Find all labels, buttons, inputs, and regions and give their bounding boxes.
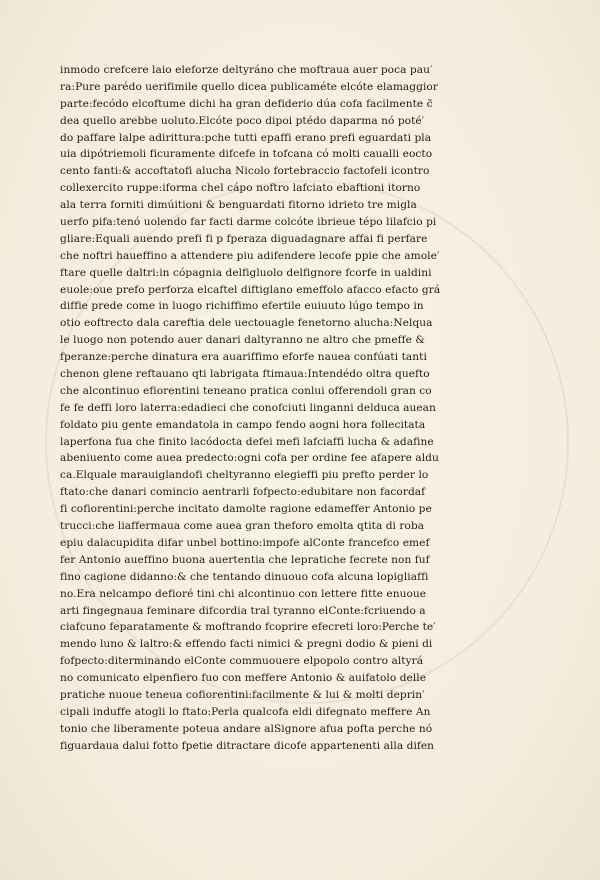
text-line: uerfo pifa:tenó uolendo far facti darme colcóte ibrieue tépo lilafcio pi — [60, 216, 437, 229]
text-line: ciafcuno feparatamente & moftrando fcoprire efecreti loro:Perche te′ — [60, 621, 436, 634]
text-line: arti fingegnaua feminare difcordia tral tyranno elConte:fcriuendo a — [60, 604, 426, 617]
text-line: ala terra forniti dimúitioni & benguardati fitorno idrieto tre migla — [60, 199, 417, 212]
text-line: fperanze:perche dinatura era auariffimo eforfe nauea confúati tanti — [60, 351, 427, 364]
text-line: mendo luno & laltro:& effendo facti nimici & pregni dodio & pieni di — [60, 638, 433, 651]
text-line: pratiche nuoue teneua cofiorentini:facilmente & lui & molti deprin′ — [60, 688, 425, 701]
text-line: le luogo non potendo auer danari daltyranno ne altro che pmeffe & — [60, 334, 425, 347]
text-line: che alcontinuo efiorentini teneano pratica conlui offerendoli gran co — [60, 384, 432, 397]
text-line: uia dipótriemoli ficuramente difcefe in tofcana có molti caualli eocto — [60, 148, 433, 161]
text-line: ftare quelle daltri:in cópagnia delfigluolo delfignore fcorfe in ualdini — [60, 266, 432, 279]
text-line: figuardaua dalui fotto fpetie ditractare dicofe appartenenti alla difen — [60, 739, 435, 752]
text-line: fer Antonio aueffino buona auertentia che lepratiche fecrete non fuf — [60, 553, 430, 566]
text-line: fofpecto:diterminando elConte commuouere elpopolo contro altyrá — [60, 655, 424, 668]
text-line: laperfona fua che finito lacódocta defei mefi lafciaffi lucha & adafine — [60, 435, 434, 448]
text-line: ra:Pure parédo uerifimile quello dicea publicaméte elcóte elamaggior — [60, 80, 438, 93]
text-line: chenon glene reftauano qti labrigata ftimaua:Intendédo oltra quefto — [60, 368, 430, 381]
text-line: foldato piu gente emandatola in campo fendo aogni hora follecitata — [60, 418, 426, 431]
text-line: euole:oue prefo perforza elcaftel diftiglano emeffolo afacco efacto grá — [60, 283, 441, 296]
text-line: otio eoftrecto dala careftia dele uectouagle fenetorno alucha:Nelqua — [60, 317, 433, 330]
text-line: cipali induffe atogli lo ftato:Perla qualcofa eldi difegnato meffere An — [60, 705, 431, 718]
text-line: inmodo crefcere laio eleforze deltyráno che moftraua auer poca pau′ — [60, 64, 433, 76]
text-line: parte:fecódo elcoftume dichi ha gran defiderio dúa cofa facilmente c̃ — [60, 97, 433, 110]
text-line: gliare:Equali auendo prefi fi p fperaza diguadagnare affai fi perfare — [60, 232, 428, 245]
text-line: tonio che liberamente poteua andare alSignore afua pofta perche nó — [60, 722, 433, 735]
text-line: che noftri haueffino a attendere piu adifendere lecofe ppie che amole′ — [60, 249, 440, 262]
incunable-text-block — [60, 62, 450, 755]
text-line: trucci:che liaffermaua come auea gran theforo emolta qtita di roba — [60, 520, 425, 533]
text-line: dea quello arebbe uoluto.Elcóte poco dipoi ptédo daparma nó poté′ — [60, 114, 425, 127]
text-line: abeniuento come auea predecto:ogni cofa per ordine fee afapere aldu — [60, 452, 439, 465]
text-line: diffie prede come in luogo richiffimo efertile euiuuto lúgo tempo in — [60, 300, 424, 313]
text-line: fe fe deffi loro laterra:edadieci che conofciuti linganni delduca auean — [60, 401, 436, 414]
text-line: do paffare lalpe adirittura:pche tutti epaffi erano prefi eguardati pla — [60, 131, 432, 144]
text-line: epiu dalacupidita difar unbel bottino:impofe alConte francefco emef — [60, 536, 430, 549]
text-line: ca.Elquale marauiglandofi cheltyranno elegieffi piu prefto perder lo — [60, 469, 429, 482]
text-line: fino cagione didanno:& che tentando dinuouo cofa alcuna lopigliaffi — [60, 570, 429, 583]
text-line: ftato:che danari comincio aentrarli fofpecto:edubitare non facordaf — [60, 486, 426, 499]
text-line: collexercito ruppe:iforma chel cápo noftro lafciato ebaftioni itorno — [60, 182, 421, 195]
text-line: no comunicato elpenfiero fuo con meffere Antonio & auifatolo delle — [60, 672, 427, 685]
text-line: cento fanti:& accoftatofi alucha Nicolo fortebraccio factofeli icontro — [60, 165, 430, 178]
text-line: fi cofiorentini:perche incitato damolte ragione edameffer Antonio pe — [60, 503, 432, 516]
text-line: no.Era nelcampo defioré tini chi alcontinuo con lettere fitte enuoue — [60, 587, 427, 600]
